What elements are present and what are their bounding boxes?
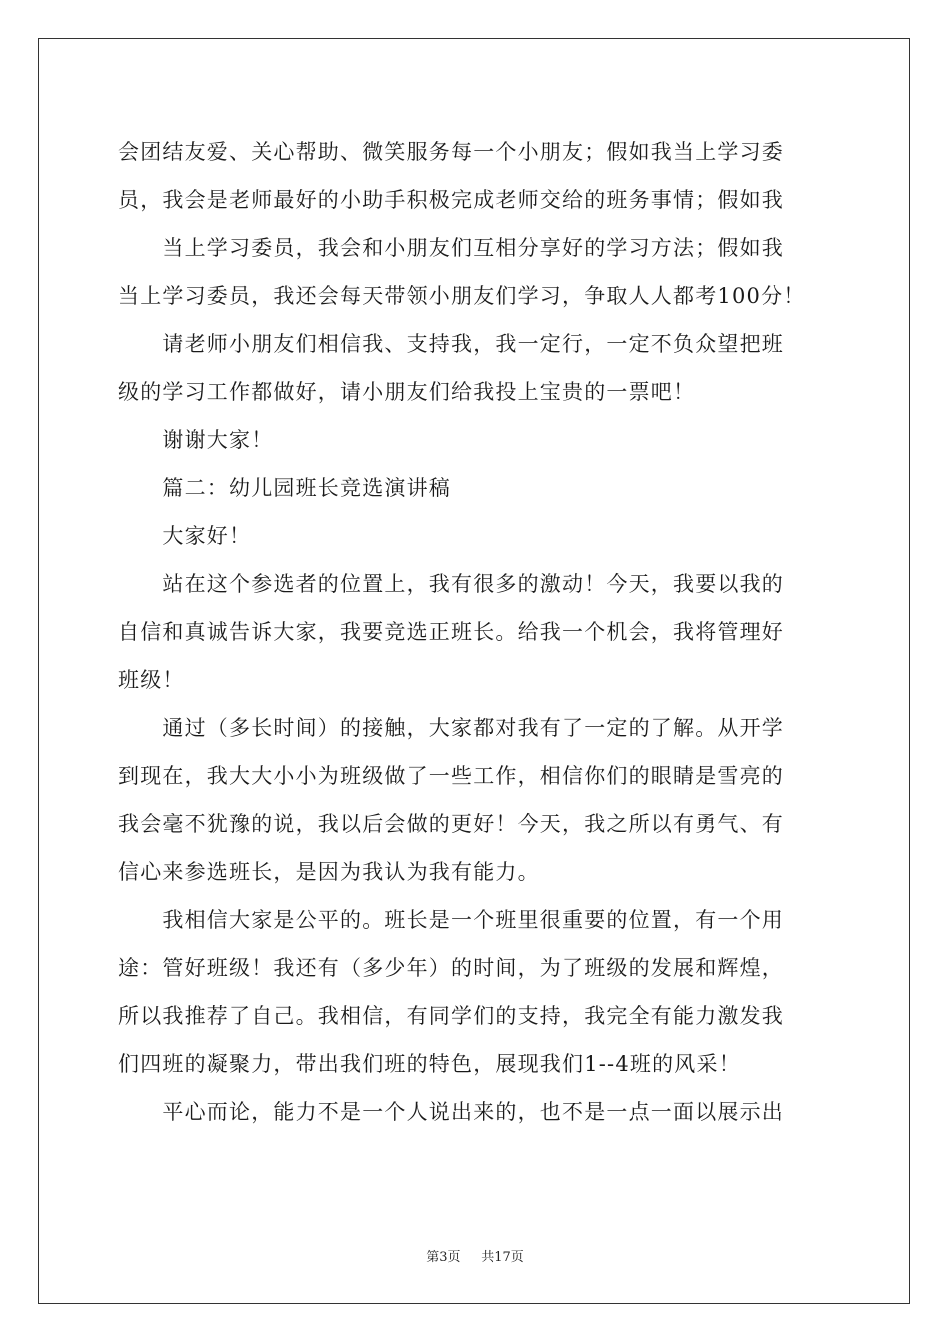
text-line: 途：管好班级！我还有（多少年）的时间，为了班级的发展和辉煌，: [118, 956, 784, 980]
text-line: 我会毫不犹豫的说，我以后会做的更好！今天，我之所以有勇气、有: [118, 812, 784, 836]
text-line: 当上学习委员，我还会每天带领小朋友们学习，争取人人都考100分！: [118, 284, 806, 308]
text-line: 所以我推荐了自己。我相信，有同学们的支持，我完全有能力激发我: [118, 1004, 784, 1028]
text-line: 通过（多长时间）的接触，大家都对我有了一定的了解。从开学: [118, 716, 784, 740]
text-line: 当上学习委员，我会和小朋友们互相分享好的学习方法；假如我: [118, 236, 784, 260]
text-line: 到现在，我大大小小为班级做了一些工作，相信你们的眼睛是雪亮的: [118, 764, 784, 788]
text-line: 会团结友爱、关心帮助、微笑服务每一个小朋友；假如我当上学习委: [118, 140, 784, 164]
footer-gap: [465, 1250, 477, 1265]
text-line: 级的学习工作都做好，请小朋友们给我投上宝贵的一票吧！: [118, 380, 696, 404]
text-line: 班级！: [118, 668, 185, 692]
text-line: 我相信大家是公平的。班长是一个班里很重要的位置，有一个用: [118, 908, 784, 932]
section-heading: 篇二：幼儿园班长竞选演讲稿: [118, 476, 451, 500]
page-total: 共17页: [481, 1250, 524, 1265]
text-line: 平心而论，能力不是一个人说出来的，也不是一点一面以展示出: [118, 1100, 784, 1124]
document-body: [118, 128, 838, 1136]
text-line: 站在这个参选者的位置上，我有很多的激动！今天，我要以我的: [118, 572, 784, 596]
page-number: 第3页: [426, 1250, 461, 1265]
text-line: 员，我会是老师最好的小助手积极完成老师交给的班务事情；假如我: [118, 188, 784, 212]
page-footer: [0, 1246, 950, 1265]
text-line: 信心来参选班长，是因为我认为我有能力。: [118, 860, 540, 884]
text-line: 谢谢大家！: [118, 428, 274, 452]
text-line: 自信和真诚告诉大家，我要竞选正班长。给我一个机会，我将管理好: [118, 620, 784, 644]
text-line: 请老师小朋友们相信我、支持我，我一定行，一定不负众望把班: [118, 332, 784, 356]
text-line: 大家好！: [118, 524, 252, 548]
text-line: 们四班的凝聚力，带出我们班的特色，展现我们1--4班的风采！: [118, 1052, 741, 1076]
